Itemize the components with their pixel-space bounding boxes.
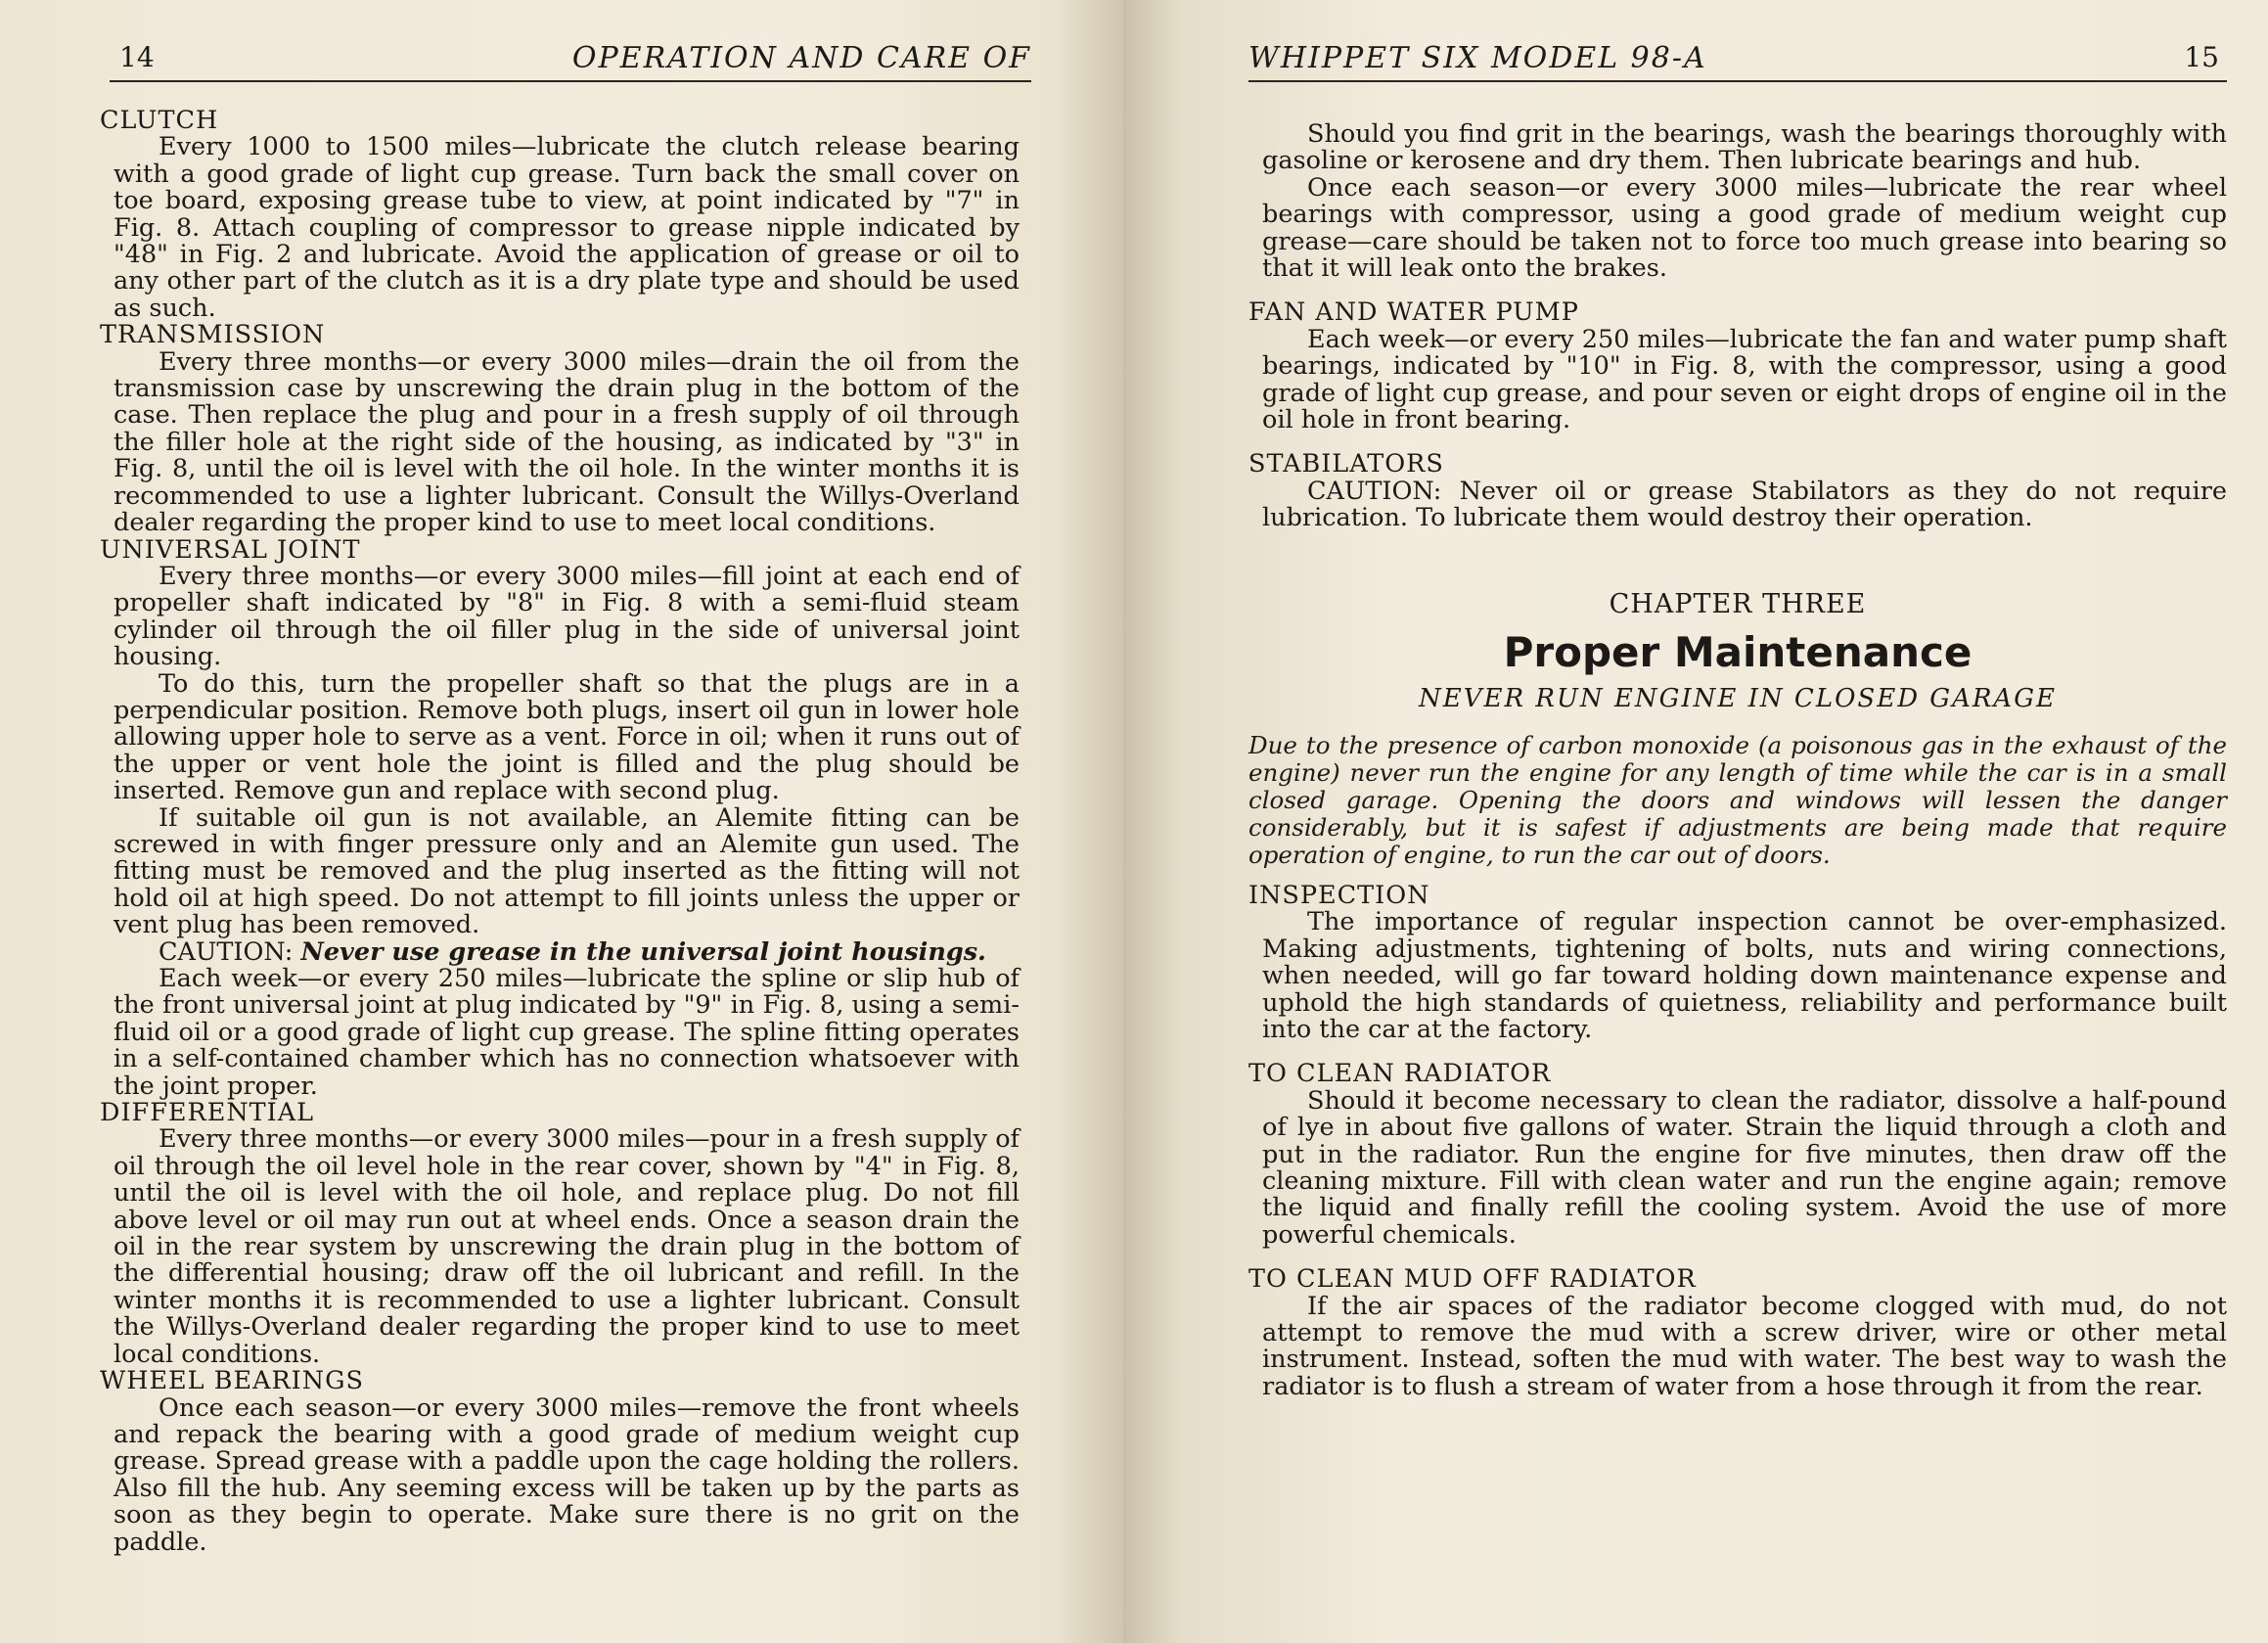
warning-paragraph: Due to the presence of carbon monoxide (a poisonous gas in the exhaust of the engine) never run the engine for any length of time while the car is in a small closed garage. Opening the doors and windows will lessen the danger considerably, but it is safest if adjustments are being made that require operation of engine, to run the car out of doors. bbox=[1248, 730, 2227, 869]
paragraph: If the air spaces of the radiator become clogged with mud, do not attempt to remove the mud with a screw driver, wire or other metal instrument. Instead, soften the mud with water. The best way to wash the radiator is to flush a stream of water from a hose through it from the rear. bbox=[1262, 1291, 2227, 1401]
section-heading-inspection: INSPECTION bbox=[1248, 880, 1430, 910]
section-heading-transmission: TRANSMISSION bbox=[100, 320, 326, 350]
left-running-head bbox=[110, 35, 1031, 82]
caution-label: CAUTION: bbox=[159, 936, 294, 967]
paragraph: Every three months—or every 3000 miles—drain the oil from the transmission case by unscrewing the drain plug in the bottom of the case. Then replace the plug and pour in a fresh supply of oil through the filler hole at the right side of the housing, as indicated by "3" in Fig. 8, until the oil is level with the oil hole. In the winter months it is recommended to use a lighter lubricant. Consult the Willys-Overland dealer regarding the proper kind to use to meet local conditions. bbox=[113, 346, 1020, 538]
section-heading-stabilators: STABILATORS bbox=[1248, 449, 1444, 479]
section-heading-wheel-bearings: WHEEL BEARINGS bbox=[100, 1366, 364, 1396]
caution-note bbox=[113, 936, 1020, 967]
paragraph: Every three months—or every 3000 miles—fill joint at each end of propeller shaft indicated by "8" in Fig. 8 with a semi-fluid steam cylinder oil through the oil filler plug in the side of universal joint housing. bbox=[113, 561, 1020, 672]
section-heading-differential: DIFFERENTIAL bbox=[100, 1098, 315, 1128]
section-heading-clean-radiator: TO CLEAN RADIATOR bbox=[1248, 1059, 1552, 1089]
running-title: WHIPPET SIX MODEL 98-A bbox=[1248, 41, 1707, 75]
paragraph: Once each season—or every 3000 miles—lubricate the rear wheel bearings with compressor, using a good grade of medium weight cup grease—care should be taken not to force too much grease into bearing so that it will leak onto the brakes. bbox=[1262, 172, 2227, 284]
paragraph: CAUTION: Never oil or grease Stabilators as they do not require lubrication. To lubricate them would destroy their operation. bbox=[1262, 476, 2227, 533]
left-page bbox=[0, 0, 1123, 1643]
page-number: 14 bbox=[119, 41, 155, 73]
right-page bbox=[1123, 0, 2268, 1643]
paragraph: The importance of regular inspection cannot be over-emphasized. Making adjustments, tightening of bolts, nuts and wiring connections, when needed, will go far toward holding down maintenance expense and uphold the high standards of quietness, reliability and performance built into the car at the factory. bbox=[1262, 907, 2227, 1044]
section-heading-fan-water-pump: FAN AND WATER PUMP bbox=[1248, 297, 1579, 328]
left-column bbox=[100, 108, 1020, 1556]
section-heading-universal-joint: UNIVERSAL JOINT bbox=[100, 534, 361, 565]
right-running-head bbox=[1248, 35, 2227, 82]
chapter-label: CHAPTER THREE bbox=[1609, 588, 1867, 619]
warning-heading: NEVER RUN ENGINE IN CLOSED GARAGE bbox=[1419, 683, 2057, 713]
section-heading-clutch: CLUTCH bbox=[100, 106, 219, 135]
running-title: OPERATION AND CARE OF bbox=[571, 41, 1031, 75]
paragraph: Each week—or every 250 miles—lubricate the fan and water pump shaft bearings, indicated by "10" in Fig. 8, with the compressor, using a good grade of light cup grease, and pour seven or eight drops of engine oil in the oil hole in front bearing. bbox=[1262, 324, 2227, 435]
section-heading-clean-mud: TO CLEAN MUD OFF RADIATOR bbox=[1248, 1264, 1697, 1295]
chapter-title: Proper Maintenance bbox=[1503, 628, 1973, 677]
caution-text: Never use grease in the universal joint housings. bbox=[300, 936, 986, 967]
paragraph: Once each season—or every 3000 miles—remove the front wheels and repack the bearing with a good grade of medium weight cup grease. Spread grease with a paddle upon the cage holding the rollers. Also fill the hub. Any seeming excess will be taken up by the parts as soon as they begin to operate. Make sure there is no grit on the paddle. bbox=[113, 1392, 1020, 1557]
paragraph: Should it become necessary to clean the radiator, dissolve a half-pound of lye in about five gallons of water. Strain the liquid through a cloth and put in the radiator. Run the engine for five minutes, then draw off the cleaning mixture. Fill with clean water and run the engine again; remove the liquid and finally refill the cooling system. Avoid the use of more powerful chemicals. bbox=[1262, 1085, 2227, 1250]
paragraph: Each week—or every 250 miles—lubricate the spline or slip hub of the front universal joint at plug indicated by "9" in Fig. 8, using a semi-fluid oil or a good grade of light cup grease. The spline fitting operates in a self-contained chamber which has no connection whatsoever with the joint proper. bbox=[113, 964, 1020, 1101]
right-column bbox=[1248, 121, 2227, 1400]
paragraph: Should you find grit in the bearings, wash the bearings thoroughly with gasoline or kerosene and dry them. Then lubricate bearings and hub. bbox=[1262, 119, 2227, 176]
page-number: 15 bbox=[2184, 41, 2219, 73]
paragraph: Every 1000 to 1500 miles—lubricate the clutch release bearing with a good grade of light cup grease. Turn back the small cover on toe board, exposing grease tube to view, at point indicated by "7" in Fig. 8. Attach coupling of compressor to grease nipple indicated by "48" in Fig. 2 and lubricate. Avoid the application of grease or oil to any other part of the clutch as it is a dry plate type and should be used as such. bbox=[113, 132, 1020, 323]
paragraph: Every three months—or every 3000 miles—pour in a fresh supply of oil through the oil level hole in the rear cover, shown by "4" in Fig. 8, until the oil is level with the oil hole, and replace plug. Do not fill above level or oil may run out at wheel ends. Once a season drain the oil in the rear system by unscrewing the drain plug in the bottom of the differential housing; draw off the oil lubricant and refill. In the winter months it is recommended to use a lighter lubricant. Consult the Willys-Overland dealer regarding the proper kind to use to meet local conditions. bbox=[113, 1124, 1020, 1369]
paragraph: If suitable oil gun is not available, an Alemite fitting can be screwed in with finger pressure only and an Alemite gun used. The fitting must be removed and the plug inserted as the fitting will not hold oil at high speed. Do not attempt to fill joints unless the upper or vent plug has been removed. bbox=[113, 802, 1020, 940]
paragraph: To do this, turn the propeller shaft so that the plugs are in a perpendicular position. Remove both plugs, insert oil gun in lower hole allowing upper hole to serve as a vent. Force in oil; when it runs out of the upper or vent hole the joint is filled and the plug should be inserted. Remove gun and replace with second plug. bbox=[113, 668, 1020, 806]
